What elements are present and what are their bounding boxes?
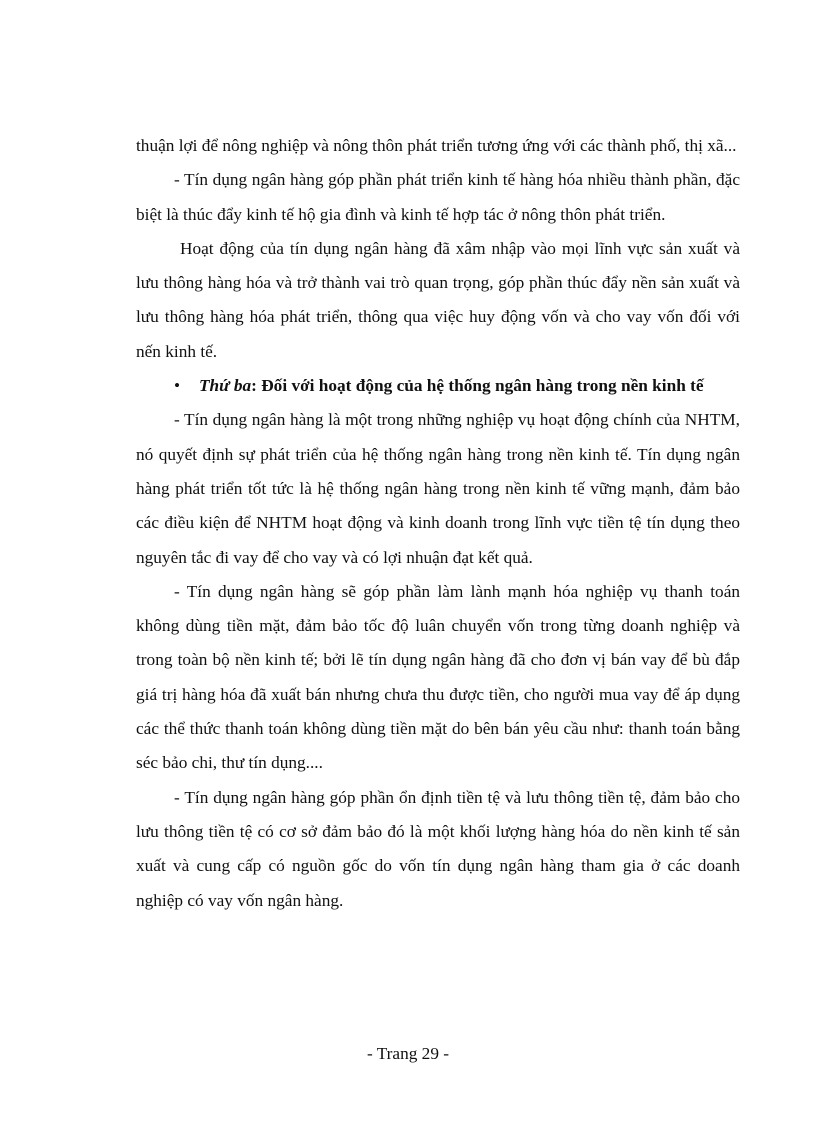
paragraph-commodity-economy: - Tín dụng ngân hàng góp phần phát triển kinh tế hàng hóa nhiều thành phần, đặc biệt là thúc đẩy kinh tế hộ gia đình và kinh tế hợp tác ở nông thôn phát triển.	[136, 170, 740, 224]
section-heading-third	[136, 369, 740, 403]
paragraph-cashless-payment: - Tín dụng ngân hàng sẽ góp phần làm lành mạnh hóa nghiệp vụ thanh toán không dùng tiền mặt, đảm bảo tốc độ luân chuyển vốn trong từng doanh nghiệp và trong toàn bộ nền kinh tế; bởi lẽ tín dụng ngân hàng đã cho đơn vị bán vay để bù đắp giá trị hàng hóa đã xuất bán nhưng chưa thu được tiền, cho người mua vay để áp dụng các thể thức thanh toán không dùng tiền mặt do bên bán yêu cầu như: thanh toán bằng séc bảo chi, thư tín dụng....	[136, 581, 740, 773]
paragraph-monetary-stability: - Tín dụng ngân hàng góp phần ổn định tiền tệ và lưu thông tiền tệ, đảm bảo cho lưu thông tiền tệ có cơ sở đảm bảo đó là một khối lượng hàng hóa do nền kinh tế sản xuất và cung cấp có nguồn gốc do vốn tín dụng ngân hàng tham gia ở các doanh nghiệp có vay vốn ngân hàng.	[136, 787, 740, 910]
paragraph-nhtm-core: - Tín dụng ngân hàng là một trong những nghiệp vụ hoạt động chính của NHTM, nó quyết định sự phát triển của hệ thống ngân hàng trong nền kinh tế. Tín dụng ngân hàng phát triển tốt tức là hệ thống ngân hàng trong nền kinh tế vững mạnh, đảm bảo các điều kiện để NHTM hoạt động và kinh doanh trong lĩnh vực tiền tệ tín dụng theo nguyên tắc đi vay để cho vay và có lợi nhuận đạt kết quả.	[136, 410, 740, 567]
bullet-icon: •	[174, 376, 181, 396]
page-number-footer: - Trang 29 -	[366, 1044, 450, 1063]
paragraph-credit-activities: Hoạt động của tín dụng ngân hàng đã xâm nhập vào mọi lĩnh vực sản xuất và lưu thông hàng hóa và trở thành vai trò quan trọng, góp phần thúc đẩy nền sản xuất và lưu thông hàng hóa phát triển, thông qua việc huy động vốn và cho vay vốn đối với nến kinh tế.	[136, 238, 740, 361]
document-body	[136, 129, 740, 918]
paragraph-continuation: thuận lợi để nông nghiệp và nông thôn phát triển tương ứng với các thành phố, thị xã...	[136, 136, 737, 155]
heading-label: Thứ ba	[199, 376, 252, 396]
heading-text: : Đối với hoạt động của hệ thống ngân hàng trong nền kinh tế	[251, 376, 704, 396]
